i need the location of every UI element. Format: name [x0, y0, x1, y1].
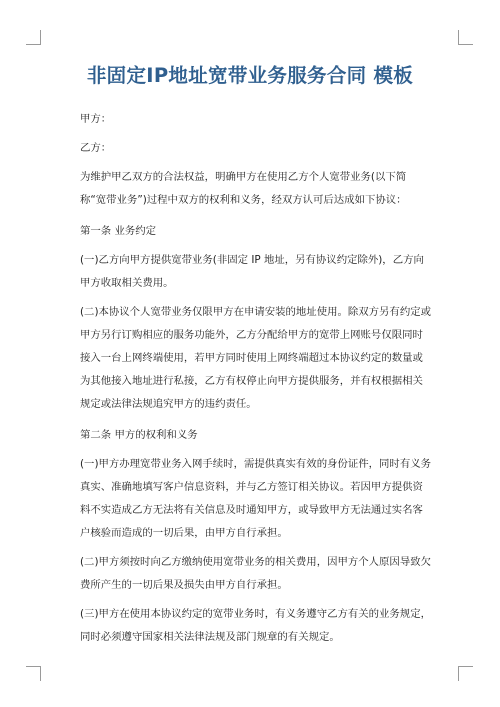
- article2-clause-2: (二)甲方须按时向乙方缴纳使用宽带业务的相关费用，因甲方个人原因导致欠费所产生的一切后果及损失由甲方自行承担。: [80, 556, 431, 591]
- article1-clause-1: (一)乙方向甲方提供宽带业务(非固定 IP 地址，另有协议约定除外)，乙方向甲方收取相关费用。: [80, 254, 424, 289]
- crop-mark-top-left: [26, 30, 41, 45]
- crop-mark-bottom-right: [458, 666, 473, 681]
- party-a-label: 甲方：: [80, 113, 112, 125]
- article1-heading: 第一条 业务约定: [80, 225, 157, 237]
- document-body: [80, 108, 432, 649]
- article2-clause-3: (三)甲方在使用本协议约定的宽带业务时，有义务遵守乙方有关的业务规定，同时必须遵守国家相关法律法规及部门规章的有关规定。: [80, 608, 431, 643]
- article1-clause-2: (二)本协议个人宽带业务仅限甲方在申请安装的地址使用。除双方另有约定或甲方另行订购相应的服务功能外，乙方分配给甲方的宽带上网账号仅限同时接入一台上网终端使用，若甲方同时使用上网终端超过本协议约定的数量或为其他接入地址进行私接，乙方有权停止向甲方提供服务，并有权根据相关规定或法律法规追究甲方的违约责任。: [80, 306, 431, 410]
- crop-mark-top-right: [458, 30, 473, 45]
- article2-heading: 第二条 甲方的权利和义务: [80, 429, 198, 441]
- crop-mark-bottom-left: [26, 666, 41, 681]
- article2-clause-1: (一)甲方办理宽带业务入网手续时，需提供真实有效的身份证件，同时有义务真实、准确地填写客户信息资料，并与乙方签订相关协议。若因甲方提供资料不实造成乙方无法将有关信息及时通知甲方，或导致甲方无法通过实名客户核验而造成的一切后果，由甲方自行承担。: [80, 458, 431, 539]
- party-b-label: 乙方：: [80, 142, 112, 154]
- intro-paragraph: 为维护甲乙双方的合法权益，明确甲方在使用乙方个人宽带业务(以下简称“宽带业务”)过程中双方的权利和义务，经双方认可后达成如下协议：: [80, 171, 407, 206]
- document-title: 非固定IP地址宽带业务服务合同 模板: [86, 64, 414, 87]
